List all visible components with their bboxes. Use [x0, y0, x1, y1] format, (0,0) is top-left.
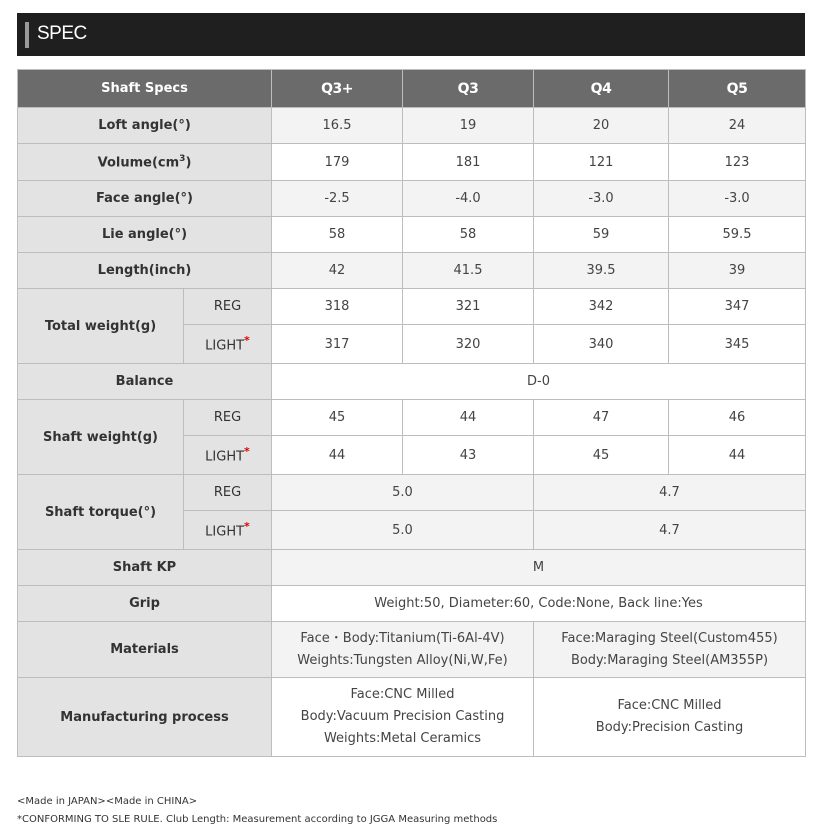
shaft-weight-label: Shaft weight(g): [18, 400, 184, 475]
shaft-weight-reg-q4: 47: [534, 400, 669, 436]
shaft-weight-reg-q5: 46: [669, 400, 806, 436]
manufacturing-label: Manufacturing process: [18, 678, 272, 757]
balance-value: D-0: [272, 364, 806, 400]
row-shaft-kp: [18, 550, 806, 586]
lie-q3plus: 58: [272, 217, 403, 253]
total-weight-reg-q3: 321: [403, 289, 534, 325]
shaft-torque-light-label: [184, 511, 272, 550]
total-weight-reg-q4: 342: [534, 289, 669, 325]
shaft-torque-light-q4-group: 4.7: [534, 511, 806, 550]
shaft-torque-reg-q4-group: 4.7: [534, 475, 806, 511]
balance-label: Balance: [18, 364, 272, 400]
materials-right: [534, 622, 806, 678]
manufacturing-right-line: Body:Precision Casting: [595, 720, 744, 735]
row-length: [18, 253, 806, 289]
lie-q3: 58: [403, 217, 534, 253]
loft-angle-label: Loft angle(°): [18, 108, 272, 144]
volume-q5: 123: [669, 144, 806, 181]
manufacturing-right-line: Face:CNC Milled: [617, 698, 722, 713]
spec-table: [17, 69, 806, 757]
manufacturing-left: [272, 678, 534, 757]
header-model-q3plus: Q3+: [272, 70, 403, 108]
row-lie-angle: [18, 217, 806, 253]
section-title: SPEC: [37, 23, 87, 44]
grip-value: Weight:50, Diameter:60, Code:None, Back line:Yes: [272, 586, 806, 622]
volume-label-text: Volume(cm: [97, 155, 180, 171]
shaft-weight-light-mark: *: [244, 445, 250, 459]
total-weight-light-mark: *: [244, 334, 250, 348]
manufacturing-right: [534, 678, 806, 757]
row-grip: [18, 586, 806, 622]
footnotes: [17, 793, 497, 829]
row-total-weight-reg: [18, 289, 806, 325]
total-weight-light-q3: 320: [403, 325, 534, 364]
shaft-weight-light-q5: 44: [669, 436, 806, 475]
loft-q3: 19: [403, 108, 534, 144]
row-shaft-torque-reg: [18, 475, 806, 511]
materials-left: [272, 622, 534, 678]
shaft-kp-label: Shaft KP: [18, 550, 272, 586]
grip-label: Grip: [18, 586, 272, 622]
shaft-torque-reg-q3-group: 5.0: [272, 475, 534, 511]
materials-left-line: Face・Body:Titanium(Ti-6Al-4V): [300, 630, 505, 646]
shaft-weight-light-q4: 45: [534, 436, 669, 475]
shaft-weight-reg-q3: 44: [403, 400, 534, 436]
header-model-q4: Q4: [534, 70, 669, 108]
header-model-q5: Q5: [669, 70, 806, 108]
shaft-weight-light-q3: 43: [403, 436, 534, 475]
volume-label: [18, 144, 272, 181]
face-q5: -3.0: [669, 181, 806, 217]
shaft-torque-label: Shaft torque(°): [18, 475, 184, 550]
header-model-q3: Q3: [403, 70, 534, 108]
length-q5: 39: [669, 253, 806, 289]
total-weight-reg-q3plus: 318: [272, 289, 403, 325]
origin-note: <Made in JAPAN><Made in CHINA>: [17, 796, 198, 807]
loft-q3plus: 16.5: [272, 108, 403, 144]
row-manufacturing: [18, 678, 806, 757]
header-shaft-specs: Shaft Specs: [18, 70, 272, 108]
manufacturing-left-line: Body:Vacuum Precision Casting: [300, 709, 505, 724]
shaft-torque-light-text: LIGHT: [205, 524, 245, 540]
lie-angle-label: Lie angle(°): [18, 217, 272, 253]
face-q4: -3.0: [534, 181, 669, 217]
shaft-weight-reg-label: REG: [184, 400, 272, 436]
total-weight-reg-q5: 347: [669, 289, 806, 325]
table-header-row: [18, 70, 806, 108]
volume-label-close: ): [185, 155, 192, 171]
total-weight-light-q4: 340: [534, 325, 669, 364]
lie-q5: 59.5: [669, 217, 806, 253]
materials-label: Materials: [18, 622, 272, 678]
length-q3plus: 42: [272, 253, 403, 289]
shaft-weight-reg-q3plus: 45: [272, 400, 403, 436]
shaft-torque-reg-label: REG: [184, 475, 272, 511]
face-q3plus: -2.5: [272, 181, 403, 217]
materials-left-line: Weights:Tungsten Alloy(Ni,W,Fe): [297, 652, 508, 668]
row-balance: [18, 364, 806, 400]
length-q3: 41.5: [403, 253, 534, 289]
volume-q3: 181: [403, 144, 534, 181]
face-angle-label: Face angle(°): [18, 181, 272, 217]
shaft-weight-light-q3plus: 44: [272, 436, 403, 475]
materials-right-line: Body:Maraging Steel(AM355P): [570, 652, 769, 668]
banner-accent-bar: [25, 22, 29, 48]
total-weight-reg-label: REG: [184, 289, 272, 325]
shaft-torque-light-q3-group: 5.0: [272, 511, 534, 550]
row-face-angle: [18, 181, 806, 217]
row-loft-angle: [18, 108, 806, 144]
total-weight-light-label: [184, 325, 272, 364]
volume-label-exponent: 3: [179, 153, 186, 164]
materials-right-line: Face:Maraging Steel(Custom455): [561, 630, 778, 646]
length-q4: 39.5: [534, 253, 669, 289]
volume-q3plus: 179: [272, 144, 403, 181]
manufacturing-left-line: Face:CNC Milled: [350, 687, 455, 702]
total-weight-light-text: LIGHT: [205, 338, 245, 354]
row-materials: [18, 622, 806, 678]
total-weight-label: Total weight(g): [18, 289, 184, 364]
manufacturing-left-line: Weights:Metal Ceramics: [323, 731, 482, 746]
face-q3: -4.0: [403, 181, 534, 217]
spec-section-banner: [17, 13, 805, 56]
loft-q5: 24: [669, 108, 806, 144]
row-volume: [18, 144, 806, 181]
lie-q4: 59: [534, 217, 669, 253]
total-weight-light-q5: 345: [669, 325, 806, 364]
shaft-weight-light-text: LIGHT: [205, 449, 245, 465]
volume-q4: 121: [534, 144, 669, 181]
row-shaft-weight-reg: [18, 400, 806, 436]
length-label: Length(inch): [18, 253, 272, 289]
shaft-torque-light-mark: *: [244, 520, 250, 534]
shaft-kp-value: M: [272, 550, 806, 586]
total-weight-light-q3plus: 317: [272, 325, 403, 364]
shaft-weight-light-label: [184, 436, 272, 475]
loft-q4: 20: [534, 108, 669, 144]
conformity-note: *CONFORMING TO SLE RULE. Club Length: Measurement according to JGGA Measuring methods: [17, 814, 498, 825]
